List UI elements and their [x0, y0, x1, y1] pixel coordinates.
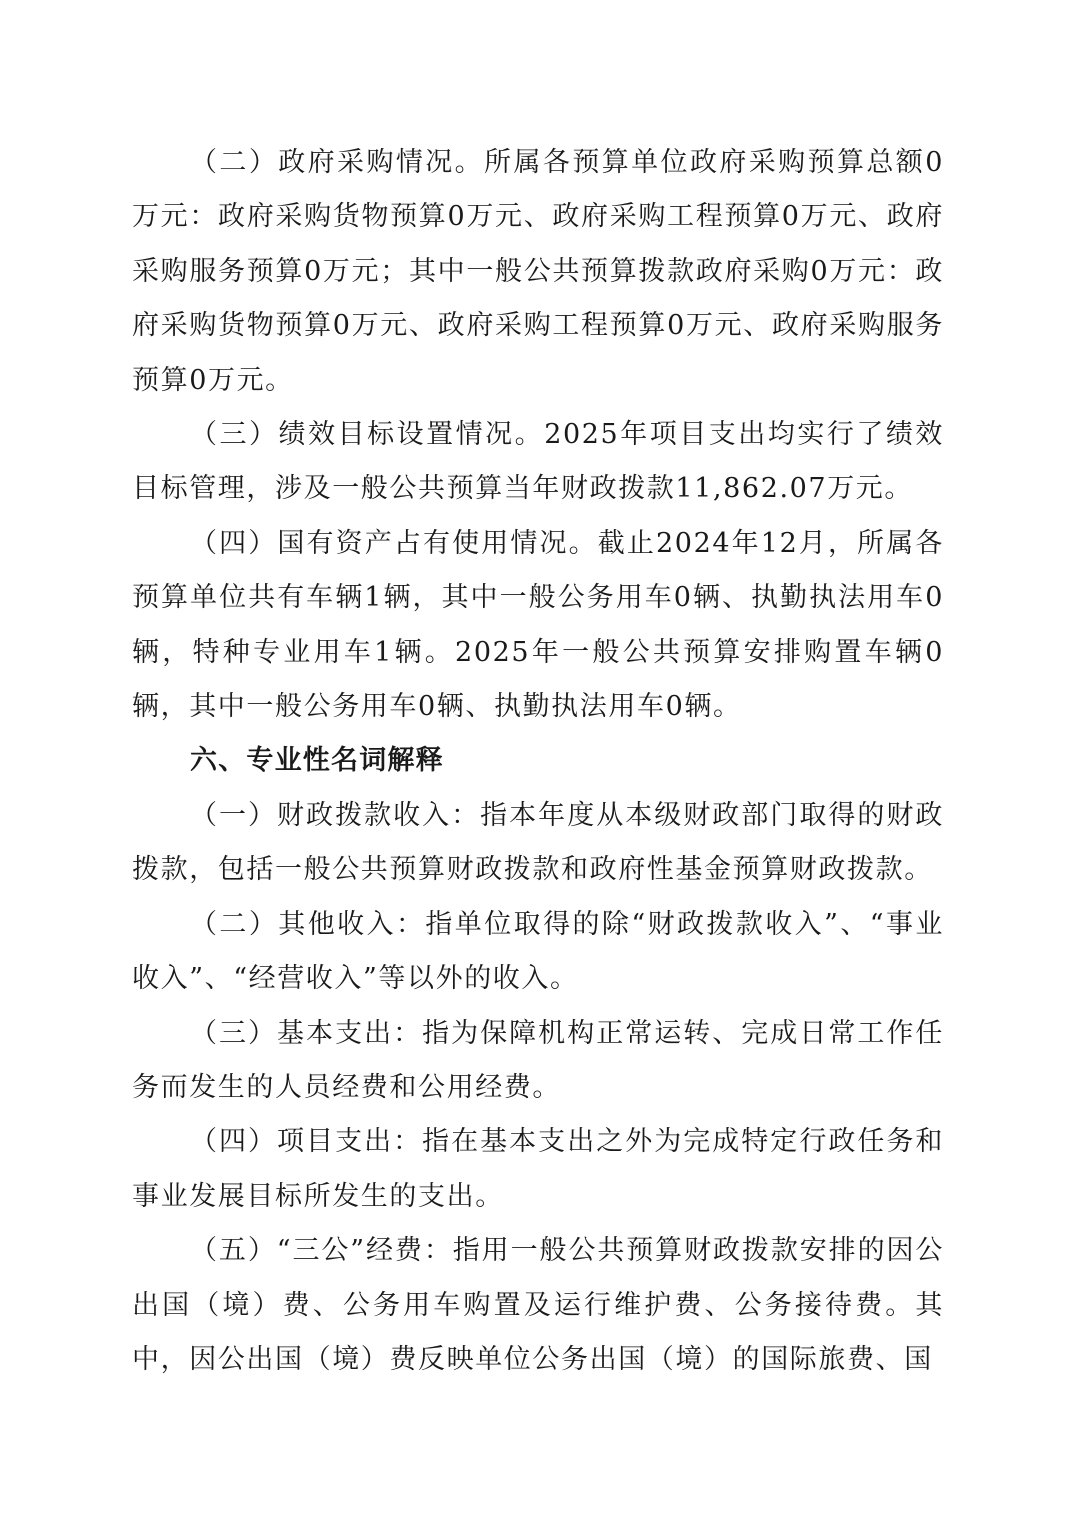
paragraph-government-procurement: （二）政府采购情况。所属各预算单位政府采购预算总额0万元：政府采购货物预算0万元、政府采购工程预算0万元、政府采购服务预算0万元；其中一般公共预算拨款政府采购0万元：政府采购货物预算0万元、政府采购工程预算0万元、政府采购服务预算0万元。: [132, 147, 944, 396]
term-fiscal-appropriation-income: （一）财政拨款收入：指本年度从本级财政部门取得的财政拨款，包括一般公共预算财政拨款和政府性基金预算财政拨款。: [132, 799, 944, 886]
paragraph-state-assets: （四）国有资产占有使用情况。截止2024年12月，所属各预算单位共有车辆1辆，其中一般公务用车0辆、执勤执法用车0 辆，特种专业用车1辆。2025年一般公共预算安排购置车辆0辆，其中一般公务用车0辆、执勤执法用车0辆。: [132, 527, 944, 723]
term-three-public-expenses: （五）“三公”经费：指用一般公共预算财政拨款安排的因公出国（境）费、公务用车购置及运行维护费、公务接待费。其中，因公出国（境）费反映单位公务出国（境）的国际旅费、国: [132, 1235, 944, 1375]
paragraph-performance-targets: （三）绩效目标设置情况。2025年项目支出均实行了绩效目标管理，涉及一般公共预算当年财政拨款11,862.07万元。: [132, 419, 944, 505]
term-basic-expenditure: （三）基本支出：指为保障机构正常运转、完成日常工作任务而发生的人员经费和公用经费。: [132, 1017, 944, 1103]
term-other-income: （二）其他收入：指单位取得的除“财政拨款收入”、“事业收入”、“经营收入”等以外的收入。: [132, 908, 944, 995]
document-body: [132, 136, 944, 1387]
term-project-expenditure: （四）项目支出：指在基本支出之外为完成特定行政任务和事业发展目标所发生的支出。: [132, 1126, 944, 1212]
section-heading-terminology: 六、专业性名词解释: [190, 745, 444, 777]
